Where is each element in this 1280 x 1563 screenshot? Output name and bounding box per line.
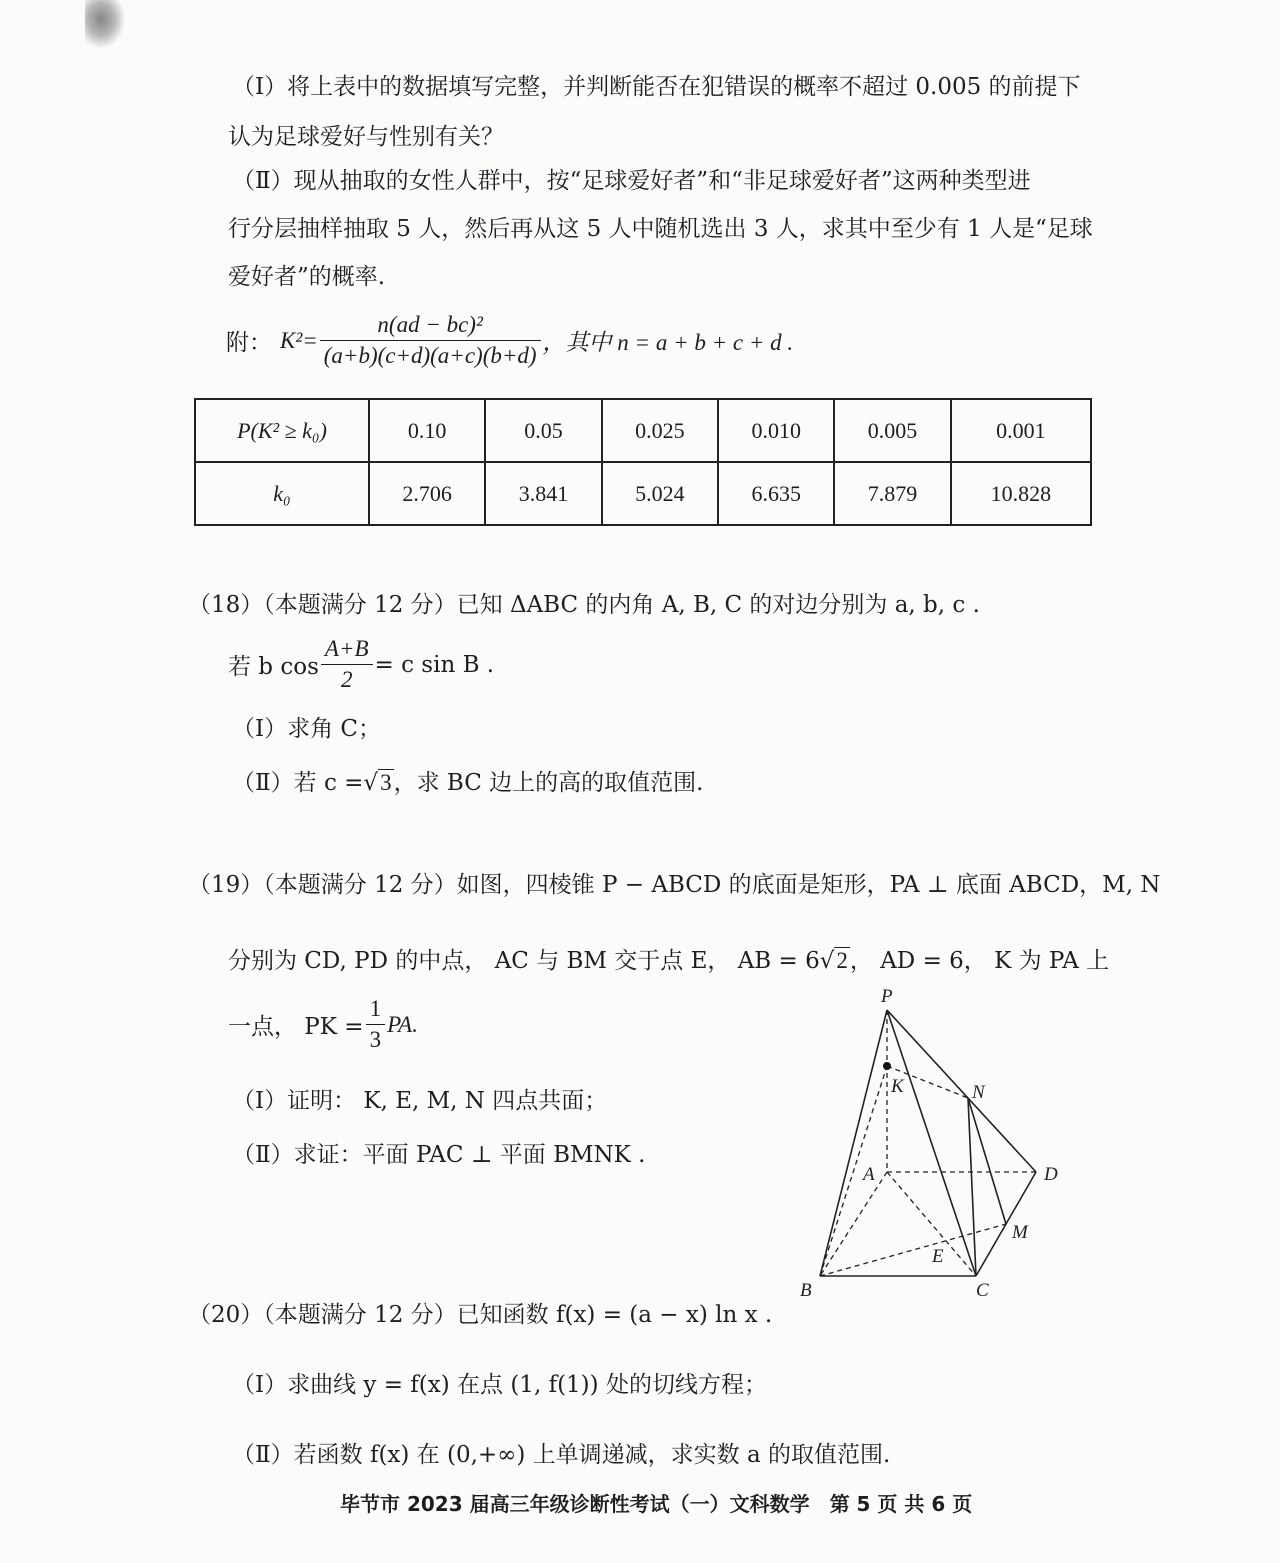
k-squared-formula (226, 312, 793, 369)
table-cell: 7.879 (834, 462, 950, 525)
label-m: M (1012, 1222, 1028, 1243)
q19-line2-a: 分别为 CD, PD 的中点， AC 与 BM 交于点 E， AB = 6 (228, 948, 820, 974)
q19-part2: （Ⅱ）求证：平面 PAC ⊥ 平面 BMNK . (232, 1142, 646, 1168)
q18-condition (228, 636, 494, 693)
formula-lhs: K²= (280, 327, 318, 353)
formula-tail: ，其中 n = a + b + c + d . (542, 330, 794, 355)
label-a: A (863, 1164, 875, 1185)
q18-denominator: 2 (340, 667, 353, 692)
pyramid-figure (790, 980, 1080, 1300)
q18-stem: （18）（本题满分 12 分）已知 ΔABC 的内角 A, B, C 的对边分别为 a, b, c . (188, 592, 980, 618)
q19-line2-b: ， AD = 6， K 为 PA 上 (849, 948, 1110, 974)
scan-smudge (85, 0, 125, 48)
label-p: P (881, 986, 893, 1007)
q19-fraction (366, 996, 386, 1053)
q19-numerator: 1 (366, 996, 386, 1025)
q18-part1: （Ⅰ）求角 C； (232, 716, 381, 742)
table-cell: 0.010 (718, 399, 834, 462)
edge-pb (820, 1010, 887, 1276)
table-cell: 0.05 (485, 399, 601, 462)
q20-part1: （Ⅰ）求曲线 y = f(x) 在点 (1, f(1)) 处的切线方程； (232, 1372, 767, 1398)
q18-part2: （Ⅱ）若 c =√3，求 BC 边上的高的取值范围. (232, 770, 704, 796)
q17-part2-line2: 行分层抽样抽取 5 人，然后再从这 5 人中随机选出 3 人，求其中至少有 1 人是“足球 (228, 216, 1093, 242)
table-cell: 0.10 (369, 399, 485, 462)
q17-part1-line1: （Ⅰ）将上表中的数据填写完整，并判断能否在犯错误的概率不超过 0.005 的前提下 (232, 74, 1081, 100)
q19-stem-line2: 分别为 CD, PD 的中点， AC 与 BM 交于点 E， AB = 6√2， AD = 6， K 为 PA 上 (228, 948, 1110, 974)
table-cell: 2.706 (369, 462, 485, 525)
q18-sqrt-value: 3 (380, 770, 392, 795)
table-cell: 5.024 (602, 462, 718, 525)
line-bm (820, 1224, 1006, 1276)
q19-stem-line3 (228, 996, 418, 1053)
label-c: C (976, 1280, 989, 1300)
q17-part1-line2: 认为足球爱好与性别有关？ (228, 124, 504, 150)
q18-numerator: A+B (321, 636, 373, 665)
q18-part2-prefix: （Ⅱ）若 c = (232, 770, 364, 796)
q18-part2-suffix: ，求 BC 边上的高的取值范围. (393, 770, 704, 796)
label-n: N (972, 1082, 985, 1103)
q18-cond-suffix: = c sin B . (374, 651, 495, 678)
q17-part2-line3: 爱好者”的概率. (228, 264, 386, 290)
edge-pd (887, 1010, 1036, 1172)
q19-stem-line1: （19）（本题满分 12 分）如图，四棱锥 P − ABCD 的底面是矩形，PA ⊥ 底面 ABCD，M, N (188, 872, 1161, 898)
q20-part2: （Ⅱ）若函数 f(x) 在 (0,+∞) 上单调递减，求实数 a 的取值范围. (232, 1442, 891, 1468)
table-cell: 0.005 (834, 399, 950, 462)
q19-denominator: 3 (369, 1027, 382, 1052)
critical-value-table (194, 398, 1092, 526)
point-k-dot (883, 1062, 891, 1070)
label-b: B (800, 1280, 812, 1300)
q18-cond-prefix: 若 b cos (228, 654, 319, 680)
table-cell: 10.828 (951, 462, 1091, 525)
appendix-label: 附： (226, 330, 272, 356)
table-header-k: k₀ (195, 462, 369, 525)
label-k: K (891, 1076, 904, 1097)
line-nm (968, 1098, 1006, 1224)
table-cell: 0.001 (951, 399, 1091, 462)
q19-line3-suffix: PA. (387, 1011, 418, 1037)
line-cn (968, 1098, 976, 1276)
q17-part2-line1: （Ⅱ）现从抽取的女性人群中，按“足球爱好者”和“非足球爱好者”这两种类型进 (232, 168, 1031, 194)
formula-denominator: (a+b)(c+d)(a+c)(b+d) (323, 343, 537, 368)
table-header-p: P(K² ≥ k₀) (195, 399, 369, 462)
table-row-k (195, 462, 1091, 525)
q19-sqrt-value: 2 (836, 948, 848, 973)
table-row-p (195, 399, 1091, 462)
label-d: D (1044, 1164, 1058, 1185)
q19-line3-prefix: 一点， PK = (228, 1014, 364, 1040)
page-footer: 毕节市 2023 届高三年级诊断性考试（一）文科数学 第 5 页 共 6 页 (340, 1492, 973, 1516)
table-cell: 3.841 (485, 462, 601, 525)
formula-fraction (320, 312, 541, 369)
edge-ab (820, 1172, 887, 1276)
table-cell: 6.635 (718, 462, 834, 525)
q18-fraction (321, 636, 373, 693)
line-bk (820, 1066, 887, 1276)
q19-part1: （Ⅰ）证明： K, E, M, N 四点共面； (232, 1088, 608, 1114)
formula-numerator: n(ad − bc)² (320, 312, 541, 341)
q20-stem: （20）（本题满分 12 分）已知函数 f(x) = (a − x) ln x . (188, 1302, 773, 1328)
label-e: E (932, 1246, 944, 1267)
table-cell: 0.025 (602, 399, 718, 462)
